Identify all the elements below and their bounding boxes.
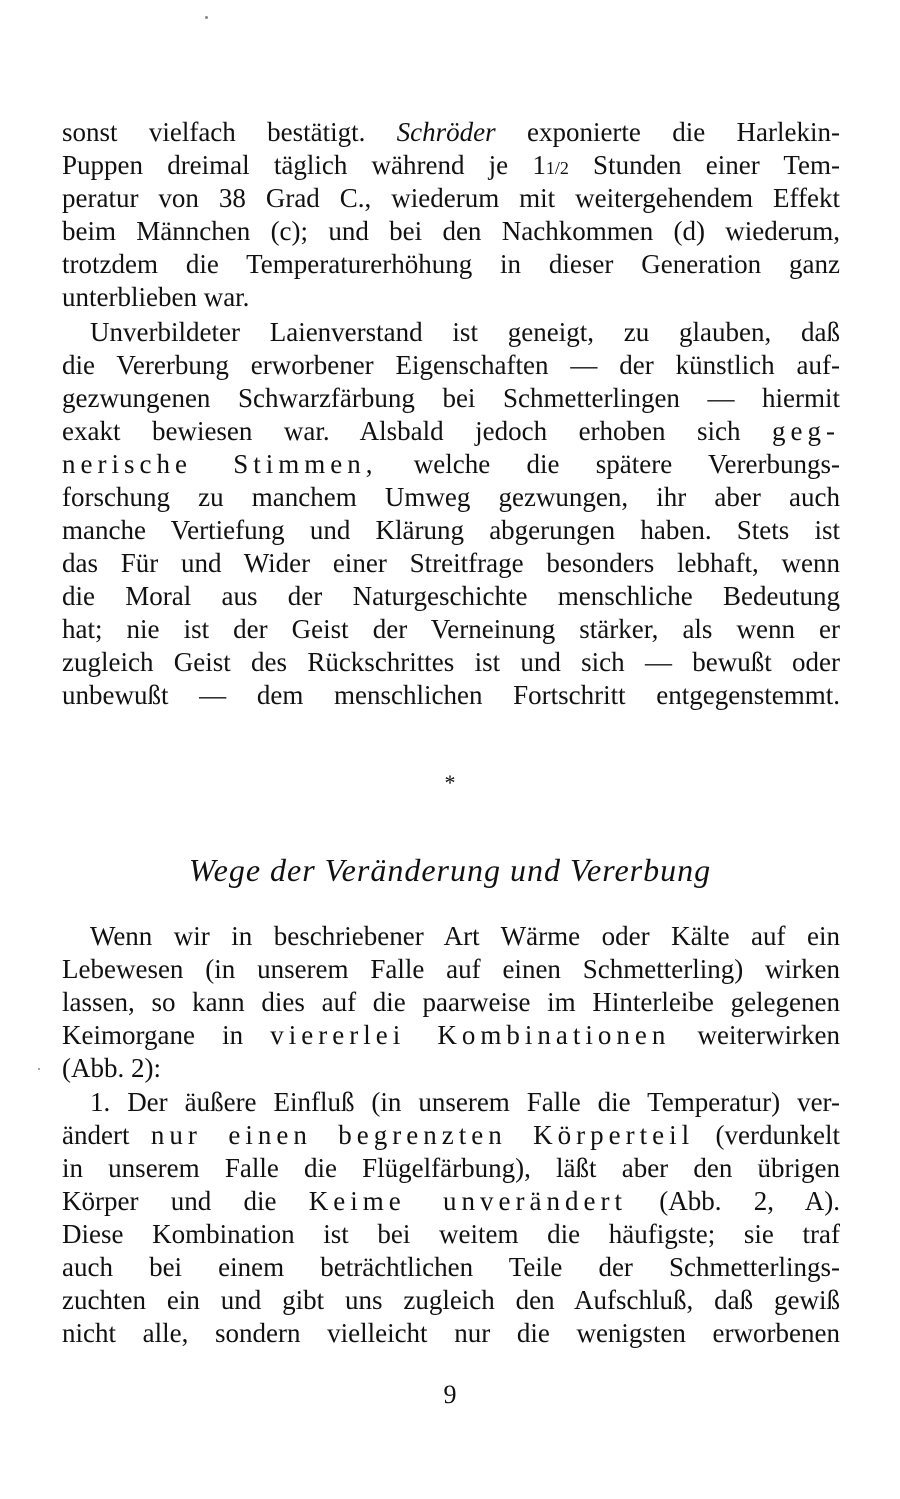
text-run: ändert	[62, 1120, 151, 1150]
text-line	[62, 415, 840, 448]
text-run: Körper und die	[62, 1186, 309, 1216]
text-line: lassen, so kann dies auf die paarweise im Hinterleibe gelegenen	[62, 987, 840, 1017]
paragraph-continuation	[62, 116, 840, 314]
text-line: nicht alle, sondern vielleicht nur die wenigsten erworbenen	[62, 1318, 840, 1348]
text-line	[62, 448, 840, 481]
page-number: 9	[443, 1380, 457, 1409]
text-line: manche Vertiefung und Klärung abgerungen haben. Stets ist	[62, 515, 840, 545]
text-line: Lebewesen (in unserem Falle auf einen Schmetterling) wirken	[62, 954, 840, 984]
text-line: gezwungenen Schwarzfärbung bei Schmetterlingen — hiermit	[62, 383, 840, 413]
text-run: Keimorgane in	[62, 1020, 271, 1050]
text-run: exakt bewiesen war. Alsbald jedoch erhoben sich	[62, 416, 773, 446]
text-run: weiterwirken	[670, 1020, 840, 1050]
text-line: 1. Der äußere Einfluß (in unserem Falle die Temperatur) ver-	[90, 1087, 840, 1117]
text-line: trotzdem die Temperaturerhöhung in dieser Generation ganz	[62, 249, 840, 279]
text-line: zugleich Geist des Rückschrittes ist und sich — bewußt oder	[62, 647, 840, 677]
text-run: welche die spätere Vererbungs-	[377, 449, 840, 479]
text-run: sonst vielfach bestätigt.	[62, 117, 397, 147]
spaced-emphasis: nur einen begrenzten Körperteil	[150, 1120, 695, 1150]
text-line: forschung zu manchem Umweg gezwungen, ihr aber auch	[62, 482, 840, 512]
text-line	[62, 1185, 840, 1218]
text-line: in unserem Falle die Flügelfärbung), läßt aber den übrigen	[62, 1153, 840, 1183]
author-name: Schröder	[396, 117, 496, 147]
text-line	[62, 1119, 840, 1152]
paper-speck	[205, 16, 208, 19]
text-line: (Abb. 2):	[62, 1053, 161, 1083]
text-run: exponierte die Harlekin-	[495, 117, 840, 147]
text-line: die Vererbung erworbener Eigenschaften — der künstlich auf-	[62, 350, 840, 380]
spaced-emphasis: nerische Stimmen,	[62, 449, 378, 479]
text-line: die Moral aus der Naturgeschichte menschliche Bedeutung	[62, 581, 840, 611]
text-run: Puppen dreimal täglich während je 1	[62, 150, 546, 180]
text-line: zuchten ein und gibt uns zugleich den Aufschluß, daß gewiß	[62, 1285, 840, 1315]
text-line: unterblieben war.	[62, 282, 250, 312]
paragraph	[62, 1086, 840, 1350]
spaced-emphasis: Keime unverändert	[308, 1186, 627, 1216]
spaced-emphasis: geg-	[772, 416, 840, 446]
text-line: auch bei einem beträchtlichen Teile der Schmetterlings-	[62, 1252, 840, 1282]
section-divider: *	[444, 770, 456, 795]
text-run: (verdunkelt	[694, 1120, 841, 1150]
text-run: (Abb. 2, A).	[626, 1186, 841, 1216]
text-line: peratur von 38 Grad C., wiederum mit weitergehendem Effekt	[62, 183, 840, 213]
text-line: Wenn wir in beschriebener Art Wärme oder Kälte auf ein	[90, 921, 840, 951]
paragraph	[62, 920, 840, 1085]
text-line: beim Männchen (c); und bei den Nachkommen (d) wiederum,	[62, 216, 840, 246]
paper-speck	[38, 1068, 40, 1070]
section-heading: Wege der Veränderung und Vererbung	[188, 852, 712, 888]
text-line: unbewußt — dem menschlichen Fortschritt entgegenstemmt.	[62, 680, 840, 710]
text-line: hat; nie ist der Geist der Verneinung stärker, als wenn er	[62, 614, 840, 644]
text-line	[62, 149, 840, 182]
text-line	[62, 116, 840, 149]
paragraph	[62, 316, 840, 712]
text-line	[62, 1019, 840, 1052]
text-line: das Für und Wider einer Streitfrage besonders lebhaft, wenn	[62, 548, 840, 578]
text-line: Diese Kombination ist bei weitem die häufigste; sie traf	[62, 1219, 840, 1249]
text-run: Stunden einer Tem-	[568, 150, 840, 180]
fraction: 1/2	[545, 158, 569, 178]
text-line: Unverbildeter Laienverstand ist geneigt, zu glauben, daß	[90, 317, 840, 347]
spaced-emphasis: viererlei Kombinationen	[270, 1020, 671, 1050]
